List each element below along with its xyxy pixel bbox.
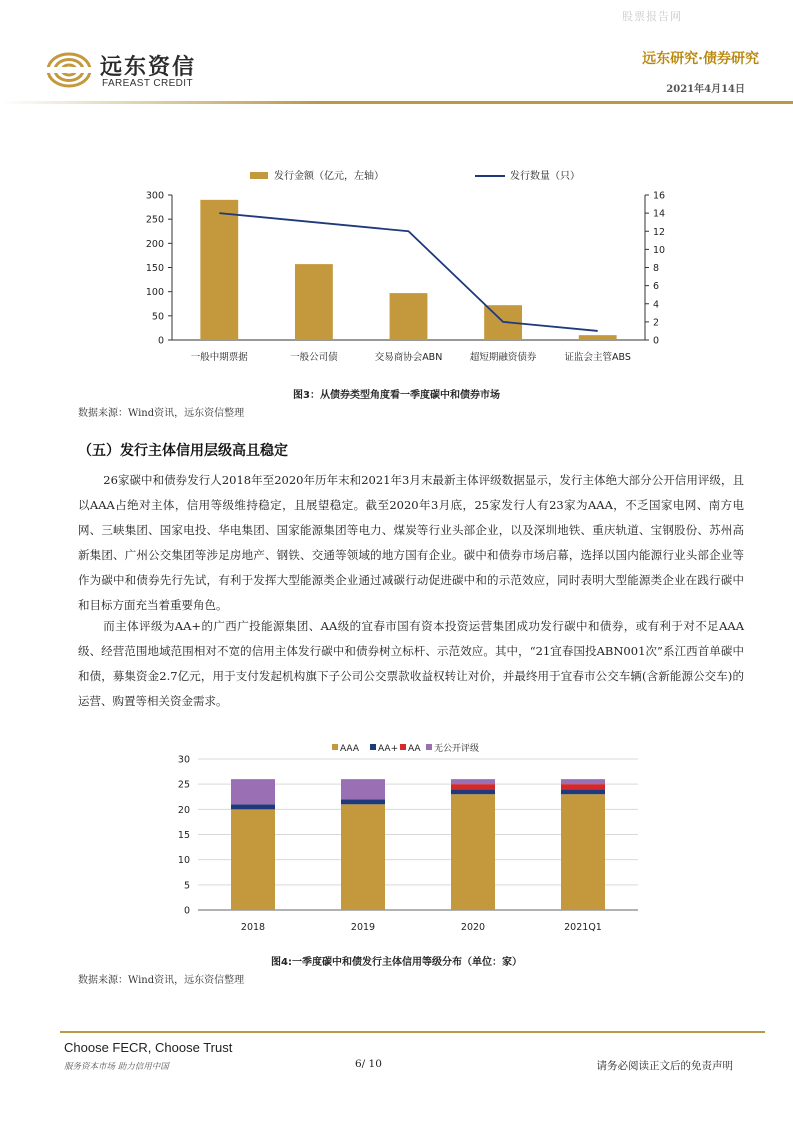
right-axis-tick-label: 12 <box>653 226 666 238</box>
y-axis-tick-label: 25 <box>177 779 190 791</box>
stacked-bar-segment <box>341 779 385 799</box>
right-axis-tick-label: 16 <box>653 190 666 202</box>
legend-swatch-amount <box>250 172 268 179</box>
bar-amount <box>579 335 617 340</box>
right-axis-tick-label: 4 <box>653 299 660 311</box>
right-axis-tick-label: 0 <box>653 335 660 347</box>
report-series: 远东研究·债券研究 <box>642 51 759 67</box>
left-axis-tick-label: 150 <box>145 263 164 274</box>
left-axis-tick-label: 200 <box>145 238 164 250</box>
legend-label: AAA <box>340 744 359 754</box>
chart-rating-distribution <box>160 735 650 940</box>
left-axis-tick-label: 100 <box>145 287 164 299</box>
y-axis-tick-label: 20 <box>177 804 190 816</box>
stacked-bar-segment <box>561 779 605 784</box>
right-axis-tick-label: 14 <box>653 208 666 220</box>
stacked-bar-segment <box>561 789 605 794</box>
x-axis-tick-label: 2020 <box>460 922 486 933</box>
legend-swatch <box>426 744 432 750</box>
right-axis-tick-label: 2 <box>653 317 660 329</box>
stacked-bar-segment <box>561 784 605 789</box>
stacked-bar-segment <box>341 804 385 910</box>
page-number: 6/ 10 <box>355 1058 382 1070</box>
x-axis-tick-label: 2018 <box>240 922 266 933</box>
stacked-bar-segment <box>451 779 495 784</box>
y-axis-tick-label: 0 <box>183 905 190 917</box>
left-axis-tick-label: 300 <box>145 190 164 202</box>
right-axis-tick-label: 8 <box>653 263 660 274</box>
stacked-bar-segment <box>451 794 495 910</box>
legend-label-count: 发行数量（只） <box>510 171 580 182</box>
stacked-bar-segment <box>451 784 495 789</box>
x-axis-tick-label: 2021Q1 <box>564 922 602 933</box>
fareast-logo-icon <box>46 50 92 90</box>
legend-label: AA <box>408 744 421 754</box>
right-axis-tick-label: 6 <box>653 281 660 293</box>
legend-swatch <box>370 744 376 750</box>
paragraph-1: 26家碳中和债券发行人2018年至2020年历年末和2021年3月末最新主体评级数据显示，发行主体绝大部分公开信用评级，且以AAA占绝对主体，信用等级维持稳定，且展望稳定。截至2020年3月底，25家发行人有23家为AAA，不乏国家电网、南方电网、三峡集团、国家电投、华电集团、国家能源集团等电力、煤炭等行业头部企业，以及深圳地铁、重庆轨道、宝钢股份、苏州高新集团、广州公交集团等涉足房地产、钢铁、交通等领域的地方国有企业。碳中和债券市场启幕，选择以国内能源行业头部企业等作为碳中和债券先行先试，有利于发挥大型能源类企业通过减碳行动促进碳中和的示范效应，同时表明大型能源类企业在践行碳中和目标方面充当着重要角色。 <box>78 473 744 612</box>
y-axis-tick-label: 5 <box>183 880 190 892</box>
x-axis-tick-label: 超短期融资债券 <box>469 352 537 363</box>
brand-name-en: FAREAST CREDIT <box>102 78 193 89</box>
legend-swatch <box>332 744 338 750</box>
stacked-bar-segment <box>341 799 385 804</box>
right-axis-tick-label: 10 <box>653 244 666 256</box>
y-axis-tick-label: 15 <box>177 830 190 841</box>
legend-label-amount: 发行金额（亿元，左轴） <box>274 171 384 182</box>
disclaimer-note: 请务必阅读正文后的免责声明 <box>596 1060 733 1072</box>
stacked-bar-segment <box>561 794 605 910</box>
x-axis-tick-label: 一般中期票据 <box>190 352 248 363</box>
x-axis-tick-label: 证监会主管ABS <box>564 352 631 363</box>
left-axis-tick-label: 50 <box>151 311 164 323</box>
stacked-bar-segment <box>451 789 495 794</box>
report-date: 2021年4月14日 <box>666 84 745 95</box>
x-axis-tick-label: 2019 <box>350 922 376 933</box>
figure-3-source: 数据来源：Wind资讯，远东资信整理 <box>78 408 245 419</box>
footer-subtitle: 服务资本市场 助力信用中国 <box>64 1062 169 1072</box>
section-title: （五）发行主体信用层级高且稳定 <box>78 443 288 459</box>
brand-name-cn: 远东资信 <box>100 55 197 80</box>
figure-4-caption: 图4:一季度碳中和债发行主体信用等级分布（单位：家） <box>271 957 522 968</box>
stacked-bar-segment <box>231 804 275 809</box>
x-axis-tick-label: 一般公司债 <box>290 352 338 363</box>
footer-slogan: Choose FECR, Choose Trust <box>64 1040 233 1055</box>
header-divider <box>0 101 793 104</box>
watermark-text: 股票报告网 <box>622 10 682 23</box>
x-axis-tick-label: 交易商协会ABN <box>374 352 443 363</box>
stacked-bar-segment <box>231 779 275 804</box>
chart-bond-type <box>120 160 680 375</box>
figure-4-source: 数据来源：Wind资讯，远东资信整理 <box>78 975 245 986</box>
footer-divider <box>60 1031 765 1033</box>
bar-amount <box>295 264 333 340</box>
left-axis-tick-label: 0 <box>157 335 164 347</box>
y-axis-tick-label: 30 <box>177 754 190 766</box>
legend-label: AA+ <box>378 744 399 754</box>
left-axis-tick-label: 250 <box>145 214 164 226</box>
legend-label: 无公开评级 <box>434 744 480 754</box>
legend-swatch <box>400 744 406 750</box>
paragraph-2: 而主体评级为AA+的广西广投能源集团、AA级的宜春市国有资本投资运营集团成功发行碳中和债券，或有利于对不足AAA级、经营范围地域范围相对不宽的信用主体发行碳中和债券树立标杆、示范效应。其中，“21宜春国投ABN001次”系江西首单碳中和债，募集资金2.7亿元，用于支付发起机构旗下子公司公交票款收益权转让对价，并最终用于宜春市公交车辆(含新能源公交车)的运营、购置等相关资金需求。 <box>78 619 744 708</box>
stacked-bar-segment <box>231 809 275 910</box>
bar-amount <box>200 200 238 340</box>
bar-amount <box>390 293 428 340</box>
figure-3-caption: 图3：从债券类型角度看一季度碳中和债券市场 <box>293 390 500 401</box>
y-axis-tick-label: 10 <box>177 855 190 867</box>
